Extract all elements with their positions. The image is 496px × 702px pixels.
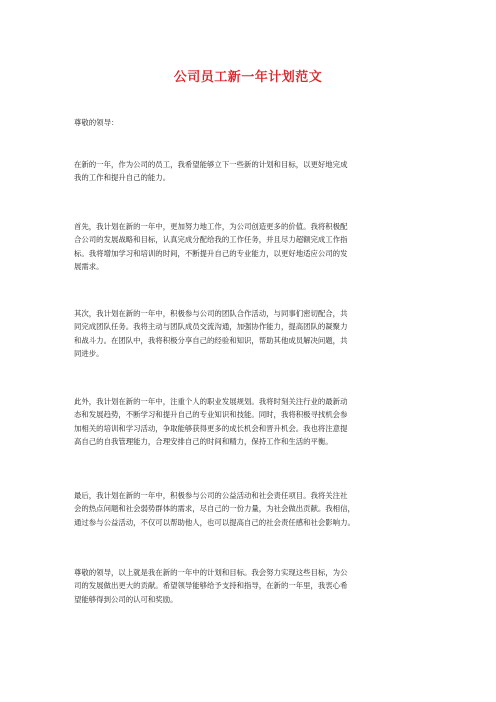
text-line: 尊敬的领导： [74, 118, 119, 127]
text-line: 通过参与公益活动，不仅可以帮助他人，也可以提高自己的社会责任感和社会影响力。 [74, 517, 355, 527]
text-line: 会的热点问题和社会弱势群体的需求，尽自己的一份力量，为社会做出贡献。我相信， [74, 504, 355, 514]
text-line: 望能够得到公司的认可和奖励。 [74, 594, 178, 604]
text-line: 司的发展做出更大的贡献。希望领导能够给予支持和指导，在新的一年里，我衷心希 [74, 581, 348, 591]
text-line: 合公司的发展战略和目标，认真完成分配给我的工作任务，并且尽力超额完成工作指 [74, 235, 348, 245]
text-line: 态和发展趋势，不断学习和提升自己的专业知识和技能。同时，我将积极寻找机会参 [74, 410, 348, 420]
text-line: 此外，我计划在新的一年中，注重个人的职业发展规划。我将时刻关注行业的最新动 [74, 397, 348, 406]
paragraph-third [74, 395, 429, 448]
document-title: 公司员工新一年计划范文 [173, 70, 323, 85]
text-line: 最后，我计划在新的一年中，积极参与公司的公益活动和社会责任项目。我将关注社 [74, 491, 348, 500]
paragraph-first [74, 220, 429, 273]
text-line: 尊敬的领导，以上就是我在新的一年中的计划和目标。我会努力实现这些目标，为公 [74, 568, 348, 577]
text-line: 和战斗力。在团队中，我将积极分享自己的经验和知识，帮助其他成员解决问题，共 [74, 335, 348, 345]
text-line: 同进步。 [74, 348, 104, 358]
paragraph-closing [74, 566, 429, 606]
text-line: 标。我将增加学习和培训的时间，不断提升自己的专业能力，以更好地适应公司的发 [74, 248, 348, 258]
text-line: 首先，我计划在新的一年中，更加努力地工作，为公司创造更多的价值。我将积极配 [74, 222, 348, 231]
paragraph-fourth [74, 489, 429, 529]
text-line: 其次，我计划在新的一年中，积极参与公司的团队合作活动，与同事们密切配合，共 [74, 309, 348, 318]
paragraph-salutation [74, 116, 429, 129]
text-line: 加相关的培训和学习活动，争取能够获得更多的成长机会和晋升机会。我也将注意提 [74, 423, 348, 433]
text-line: 同完成团队任务。我将主动与团队成员交流沟通，加强协作能力，提高团队的凝聚力 [74, 322, 348, 332]
text-line: 我的工作和提升自己的能力。 [74, 173, 171, 183]
paragraph-intro [74, 158, 429, 185]
paragraph-second [74, 307, 429, 360]
text-line: 在新的一年，作为公司的员工，我希望能够立下一些新的计划和目标，以更好地完成 [74, 160, 348, 169]
text-line: 展需求。 [74, 261, 104, 271]
text-line: 高自己的自我管理能力，合理安排自己的时间和精力，保持工作和生活的平衡。 [74, 436, 333, 446]
